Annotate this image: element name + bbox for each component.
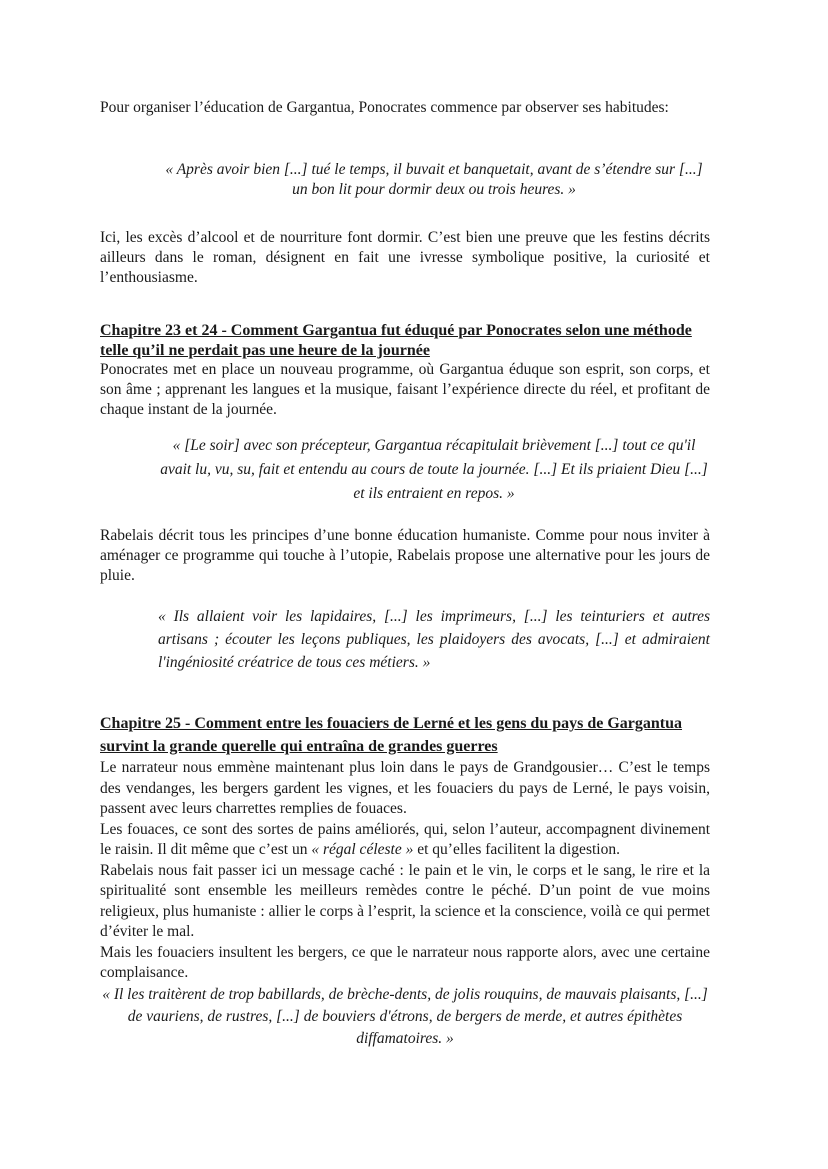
chapter-23-24-comment: Rabelais décrit tous les principes d’une bonne éducation humaniste. Comme pour nous inviter à aménager ce programme qui touche à l’utopie, Rabelais propose une alternative pour les jours de pluie. (100, 527, 710, 584)
chapter-25-body (100, 758, 710, 1050)
chapter-25-paragraph-2 (100, 820, 710, 861)
chapter-25-quote: « Il les traitèrent de trop babillards, de brèche-dents, de jolis rouquins, de mauvais plaisants, [...] de vauriens, de rustres, [...] de bouviers d'étrons, de bergers de merde, et autres épithètes diffamatoires. » (102, 985, 708, 1047)
chapter-25-paragraph-4: Mais les fouaciers insultent les bergers, ce que le narrateur nous rapporte alors, avec une certaine complaisance. (100, 943, 710, 981)
p2-before: Les fouaces, ce sont des sortes de pains améliorés, qui, selon l’auteur, accompagnent divinement le raisin. Il dit même que c’est un (100, 820, 710, 858)
chapter-23-24-quote-rainy-days: « Ils allaient voir les lapidaires, [...] les imprimeurs, [...] les teinturiers et autres artisans ; écouter les leçons publiques, les plaidoyers des avocats, [...] et admiraient l'ingéniosité créatrice de tous ces métiers. » (158, 608, 710, 671)
chapter-23-24-quote-evening: « [Le soir] avec son précepteur, Gargantua récapitulait brièvement [...] tout ce qu'il avait lu, vu, su, fait et entendu au cours de toute la journée. [...] Et ils priaient Dieu [...] et ils entraient en repos. » (160, 437, 708, 502)
chapter-25-heading: Chapitre 25 - Comment entre les fouaciers de Lerné et les gens du pays de Gargantua survint la grande querelle qui entraîna de grandes guerres (100, 715, 683, 755)
intro-quote: « Après avoir bien [...] tué le temps, il buvait et banquetait, avant de s’étendre sur [...] un bon lit pour dormir deux ou trois heures. » (165, 161, 703, 198)
chapter-23-24-heading: Chapitre 23 et 24 - Comment Gargantua fut éduqué par Ponocrates selon une méthode telle qu’il ne perdait pas une heure de la journée (100, 322, 692, 359)
chapter-25-paragraph-1: Le narrateur nous emmène maintenant plus loin dans le pays de Grandgousier… C’est le temps des vendanges, les bergers gardent les vignes, et les fouaciers du pays de Lerné, le pays voisin, passent avec leurs charrettes remplies de fouaces. (100, 759, 710, 817)
intro-comment: Ici, les excès d’alcool et de nourriture font dormir. C’est bien une preuve que les festins décrits ailleurs dans le roman, désignent en fait une ivresse symbolique positive, la curiosité et l’enthousiasme. (100, 229, 710, 286)
chapter-25-paragraph-3: Rabelais nous fait passer ici un message caché : le pain et le vin, le corps et le sang, le rire et la spiritualité sont ensemble les meilleurs remèdes contre le péché. D’un point de vue moins religieux, plus humaniste : allier le corps à l’esprit, la science et la conscience, voilà ce qui permet d’éviter le mal. (100, 861, 710, 940)
p2-after: et qu’elles facilitent la digestion. (413, 841, 620, 858)
chapter-23-24-paragraph: Ponocrates met en place un nouveau programme, où Gargantua éduque son esprit, son corps, et son âme ; apprenant les langues et la musique, faisant l’expérience directe du réel, et profitant de chaque instant de la journée. (100, 361, 710, 418)
intro-paragraph: Pour organiser l’éducation de Gargantua, Ponocrates commence par observer ses habitudes: (100, 99, 669, 116)
regal-celeste-quote: « régal céleste » (311, 841, 414, 858)
